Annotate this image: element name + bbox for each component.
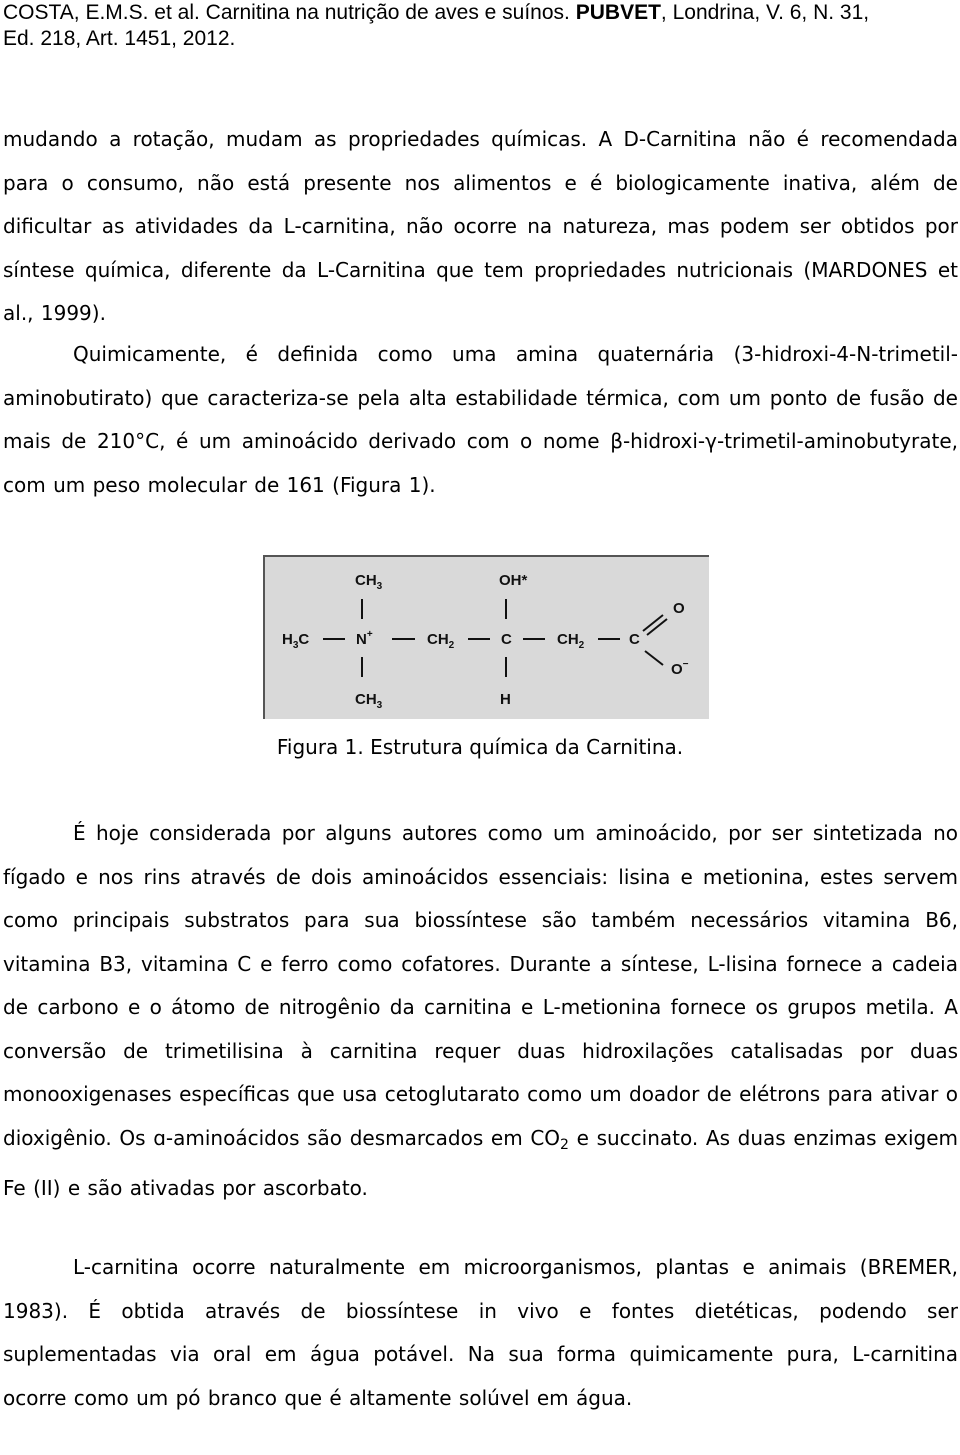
header-line-2: Ed. 218, Art. 1451, 2012.	[3, 27, 236, 50]
double-bond-c-o-1	[643, 615, 663, 631]
ch3-top-label: $CH_3$	[355, 572, 383, 592]
paragraph-2: Quimicamente, é definida como uma amina quaternária (3-hidroxi-4-N-trimetil-aminobutirato) que caracteriza-se pela alta estabilidade térmica, com um ponto de fusão de mais de 210°C, é um aminoácido derivado com o nome β-hidroxi-γ-trimetil-aminobutyrate, com um peso molecular de 161 (Figura 1).	[3, 342, 958, 497]
header-line-1	[3, 0, 953, 26]
h3c-label: $H_3C$	[282, 631, 310, 651]
header-citation: COSTA, E.M.S. et al. Carnitina na nutrição de aves e suínos.	[3, 1, 570, 24]
paragraph-4: L-carnitina ocorre naturalmente em microorganismos, plantas e animais (BREMER, 1983). É obtida através de biossíntese in vivo e fontes dietéticas, podendo ser suplementadas via oral em água potável. Na sua forma quimicamente pura, L-carnitina ocorre como um pó branco que é altamente solúvel em água.	[3, 1255, 958, 1410]
oxygen-minus-label: O−	[671, 659, 689, 678]
ch2-label-2: $CH_2$	[557, 631, 585, 651]
co2-subscript: 2	[560, 1136, 569, 1153]
header-journal: PUBVET	[575, 1, 661, 24]
structure-drawing	[265, 557, 709, 719]
bond-c-o-minus	[645, 651, 663, 665]
paragraph-3	[3, 812, 958, 1211]
oxygen-label: O	[673, 600, 685, 617]
running-header	[3, 0, 953, 52]
carbon-center-label: C	[501, 631, 512, 648]
nitrogen-label: N+	[356, 629, 373, 648]
ch3-bottom-label: $CH_3$	[355, 691, 383, 711]
figure-caption: Figura 1. Estrutura química da Carnitina.	[276, 735, 684, 759]
oh-label: OH*	[499, 572, 528, 589]
ch2-label-1: $CH_2$	[427, 631, 455, 651]
paragraph-1: mudando a rotação, mudam as propriedades químicas. A D-Carnitina não é recomendada para o consumo, não está presente nos alimentos e é biologicamente inativa, além de dificultar as atividades da L-carnitina, não ocorre na natureza, mas podem ser obtidos por síntese química, diferente da L-Carnitina que tem propriedades nutricionais (MARDONES et al., 1999).	[3, 127, 958, 325]
carbon-right-label: C	[629, 631, 640, 648]
double-bond-c-o-2	[647, 619, 667, 635]
hydrogen-label: H	[500, 691, 511, 708]
carnitine-structure-figure	[263, 555, 709, 719]
paragraph-3-main: É hoje considerada por alguns autores como um aminoácido, por ser sintetizada no fígado e nos rins através de dois aminoácidos essenciais: lisina e metionina, estes servem como principais substratos para sua biossíntese são também necessários vitamina B6, vitamina B3, vitamina C e ferro como cofatores. Durante a síntese, L-lisina fornece a cadeia de carbono e o átomo de nitrogênio da carnitina e L-metionina fornece os grupos metila. A conversão de trimetilisina à carnitina requer duas hidroxilações catalisadas por duas monooxigenases específicas que usa cetoglutarato como um doador de elétrons para ativar o dioxigênio. Os ɑ-aminoácidos são desmarcados em CO	[3, 821, 958, 1150]
header-volume: , Londrina, V. 6, N. 31,	[660, 1, 870, 24]
paragraph-3-end: e succinato. As duas enzimas exigem Fe (II) e são ativadas por ascorbato.	[3, 1125, 959, 1200]
